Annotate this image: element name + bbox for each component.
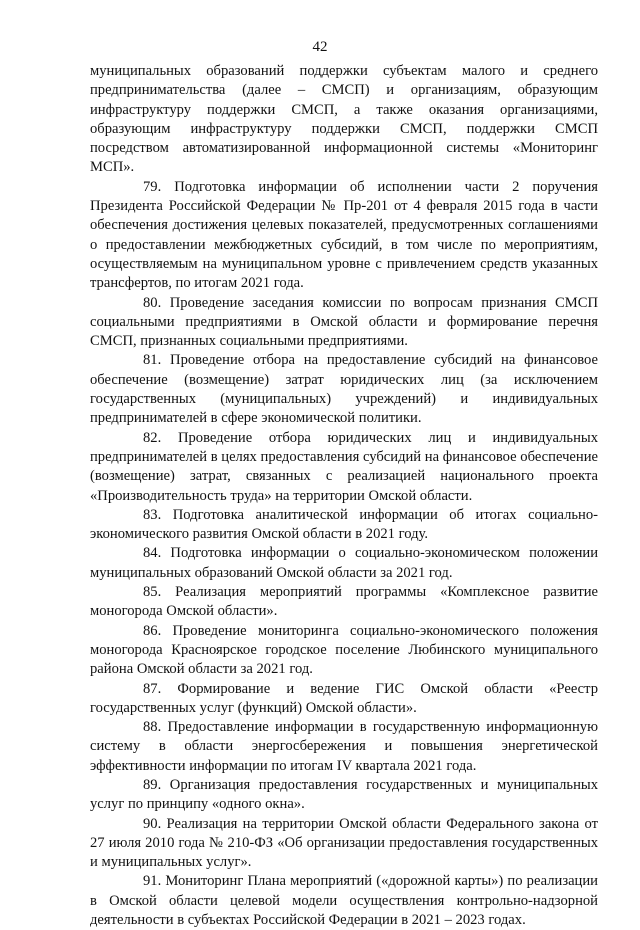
paragraph-item-88 (90, 718, 598, 776)
paragraph-text: Мониторинг Плана мероприятий («дорожной карты») по реализации в Омской области целевой модели осуществления контрольно-надзорной деятельности в субъектах Российской Федерации в 2021 – 2023 годах. (90, 873, 598, 929)
paragraph-item-82 (90, 429, 598, 506)
paragraph-text: Организация предоставления государственных и муниципальных услуг по принципу «одного окна». (90, 776, 598, 813)
paragraph-item-89 (90, 776, 598, 815)
item-number: 91. (143, 873, 162, 890)
paragraph-item-83 (90, 506, 598, 545)
paragraph-item-85 (90, 583, 598, 622)
paragraph-item-84 (90, 544, 598, 583)
paragraph-item-91 (90, 872, 598, 930)
item-number: 82. (143, 429, 162, 446)
paragraph-text: Проведение заседания комиссии по вопросам признания СМСП социальными предприятиями в Омской области и формирование перечня СМСП, признанных социальными предприятиями. (90, 294, 598, 350)
paragraph-item-87 (90, 680, 598, 719)
paragraph-text: Формирование и ведение ГИС Омской области «Реестр государственных услуг (функций) Омской области». (90, 680, 598, 716)
item-number: 81. (143, 352, 162, 369)
paragraph-text: Подготовка информации об исполнении части 2 поручения Президента Российской Федерации № Пр-201 от 4 февраля 2015 года в части обеспечения достижения целевых показателей, предусмотренных соглашениями о предоставлении межбюджетных субсидий, в том числе по мероприятиям, осуществляемым на муниципальном уровне с привлечением средств указанных трансфертов, по итогам 2021 года. (90, 178, 598, 292)
item-number: 79. (143, 178, 162, 195)
paragraph-continuation (90, 62, 598, 178)
item-number: 87. (143, 680, 162, 697)
item-number: 83. (143, 506, 162, 523)
paragraph-item-79 (90, 178, 598, 294)
paragraph-text: Реализация на территории Омской области Федерального закона от 27 июля 2010 года № 210-ФЗ «Об организации предоставления государственных и муниципальных услуг». (90, 815, 598, 871)
item-number: 86. (143, 622, 162, 639)
paragraph-text: Предоставление информации в государственную информационную систему в области энергосбережения и повышения энергетической эффективности информации по итогам IV квартала 2021 года. (90, 719, 598, 774)
item-number: 85. (143, 584, 162, 601)
item-number: 89. (143, 776, 162, 793)
paragraph-text: Проведение отбора на предоставление субсидий на финансовое обеспечение (возмещение) затрат юридических лиц (за исключением государственных (муниципальных) учреждений) и индивидуальных предпринимателей в сфере экономической политики. (90, 352, 598, 427)
item-number: 84. (143, 545, 162, 562)
paragraph-item-90 (90, 815, 598, 873)
paragraph-item-81 (90, 351, 598, 428)
paragraph-text: муниципальных образований поддержки субъектам малого и среднего предпринимательства (далее – СМСП) и организациям, образующим инфраструктуру поддержки СМСП, а также оказания организациями, образующим инфраструктуру поддержки СМСП, поддержки СМСП посредством автоматизированной информационной системы «Мониторинг МСП». (90, 63, 598, 176)
paragraph-item-86 (90, 622, 598, 680)
paragraph-text: Подготовка информации о социально-экономическом положении муниципальных образований Омской области за 2021 год. (90, 545, 599, 581)
paragraph-text: Подготовка аналитической информации об итогах социально-экономического развития Омской области в 2021 году. (90, 506, 598, 543)
paragraph-item-80 (90, 294, 598, 352)
paragraph-text: Реализация мероприятий программы «Комплексное развитие моногорода Омской области». (90, 584, 598, 620)
paragraph-text: Проведение отбора юридических лиц и индивидуальных предпринимателей в целях предоставления субсидий на финансовое обеспечение (возмещение) затрат, связанных с реализацией национального проекта «Производительность труда» на территории Омской области. (90, 429, 598, 504)
item-number: 88. (143, 719, 162, 736)
page-number: 42 (312, 39, 328, 55)
item-number: 80. (143, 294, 162, 311)
document-body (90, 62, 598, 930)
paragraph-text: Проведение мониторинга социально-экономического положения моногорода Красноярское городское поселение Любинского муниципального района Омской области за 2021 год. (90, 622, 598, 678)
item-number: 90. (143, 815, 162, 832)
